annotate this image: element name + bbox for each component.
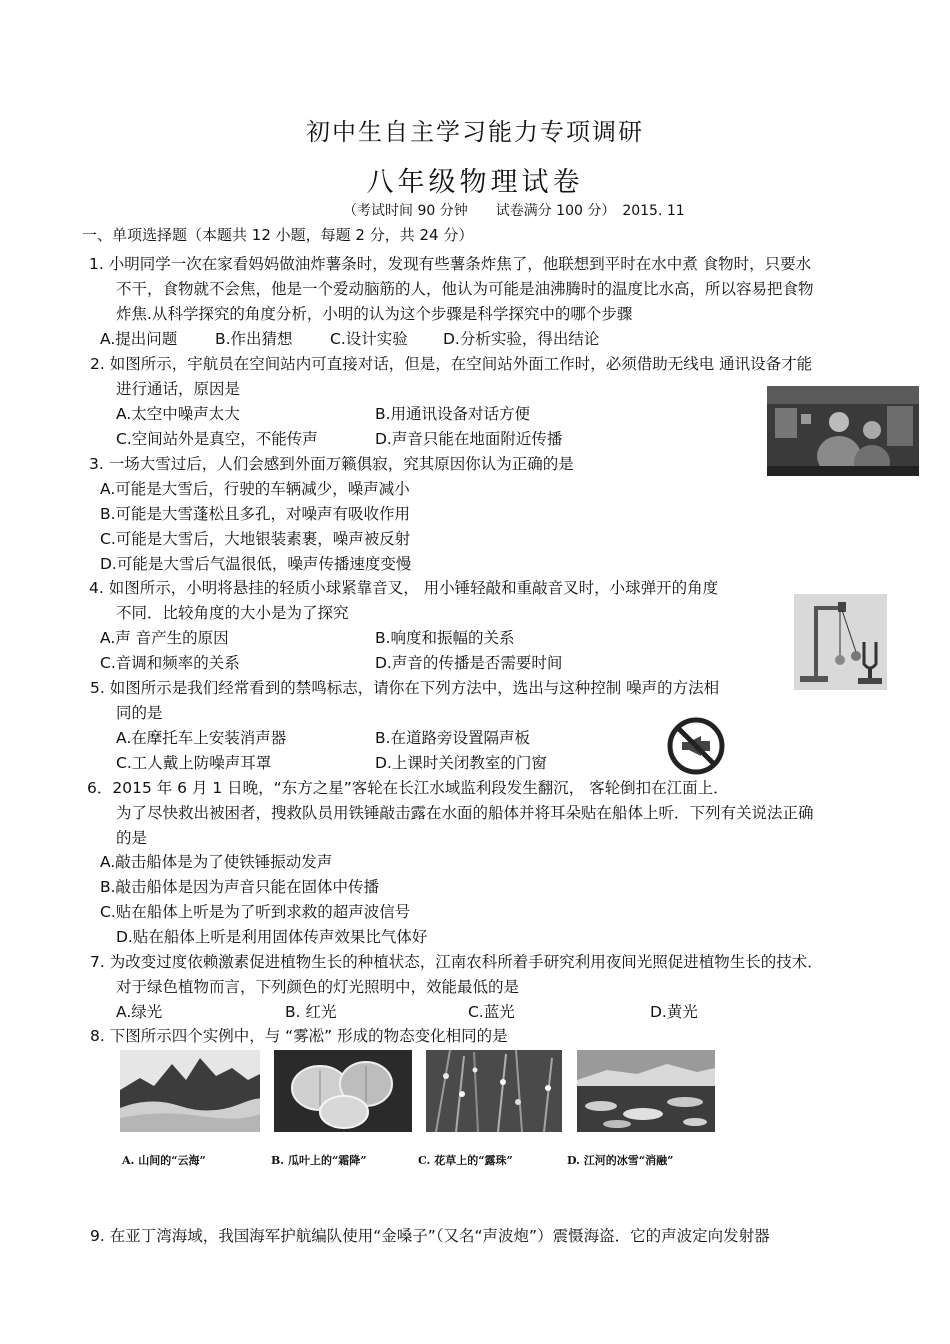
q2-stem-line2: 进行通话，原因是 <box>116 380 241 398</box>
q1-option-b: B.作出猜想 <box>215 330 293 348</box>
section-heading: 一、单项选择题（本题共 12 小题，每题 2 分，共 24 分） <box>82 226 474 244</box>
exam-title: 初中生自主学习能力专项调研 <box>306 118 644 146</box>
dew-grass-photo <box>426 1050 562 1132</box>
q6-option-d: D.贴在船体上听是利用固体传声效果比气体好 <box>116 928 428 946</box>
q2-option-d: D.声音只能在地面附近传播 <box>375 430 563 448</box>
q6-stem-line3: 的是 <box>116 829 148 847</box>
q4-option-a: A.声 音产生的原因 <box>100 629 229 647</box>
cloud-sea-photo <box>120 1050 260 1132</box>
astronauts-photo <box>767 386 919 476</box>
q1-stem-line1: 1. 小明同学一次在家看妈妈做油炸薯条时，发现有些薯条炸焦了，他联想到平时在水中煮 食物时，只要水 <box>89 255 812 273</box>
q3-option-b: B.可能是大雪蓬松且多孔，对噪声有吸收作用 <box>100 505 411 523</box>
q8-caption-a: A. 山间的“云海” <box>122 1154 206 1167</box>
q5-option-a: A.在摩托车上安装消声器 <box>116 729 287 747</box>
q7-stem-line2: 对于绿色植物而言，下列颜色的灯光照明中，效能最低的是 <box>116 978 520 996</box>
q8-stem-line1: 8. 下图所示四个实例中，与 “雾凇” 形成的物态变化相同的是 <box>90 1027 508 1045</box>
q5-option-c: C.工人戴上防噪声耳罩 <box>116 754 272 772</box>
q5-option-b: B.在道路旁设置隔声板 <box>375 729 531 747</box>
q6-stem-line1: 6．2015 年 6 月 1 日晚，“东方之星”客轮在长江水域监利段发生翻沉， 客轮倒扣在江面上． <box>87 779 729 797</box>
q6-option-b: B.敲击船体是因为声音只能在固体中传播 <box>100 878 380 896</box>
no-horn-sign-icon <box>665 715 729 777</box>
q7-stem-line1: 7. 为改变过度依赖激素促进植物生长的种植状态，江南农科所着手研究利用夜间光照促进植物生长的技术． <box>90 953 823 971</box>
q4-option-b: B.响度和振幅的关系 <box>375 629 515 647</box>
melting-ice-river-photo <box>577 1050 715 1132</box>
exam-info: （考试时间 90 分钟 试卷满分 100 分） 2015. 11 <box>343 203 685 219</box>
q5-stem-line2: 同的是 <box>116 704 163 722</box>
q7-option-b: B. 红光 <box>285 1003 337 1021</box>
q3-option-c: C.可能是大雪后，大地银装素裹，噪声被反射 <box>100 530 411 548</box>
q1-option-a: A.提出问题 <box>100 330 178 348</box>
frost-leaf-photo <box>274 1050 412 1132</box>
q4-stem-line1: 4. 如图所示，小明将悬挂的轻质小球紧靠音叉， 用小锤轻敲和重敲音叉时，小球弹开的角度 <box>89 579 719 597</box>
q1-option-d: D.分析实验，得出结论 <box>443 330 600 348</box>
q5-option-d: D.上课时关闭教室的门窗 <box>375 754 547 772</box>
q1-option-c: C.设计实验 <box>330 330 408 348</box>
q3-option-a: A.可能是大雪后，行驶的车辆减少，噪声减小 <box>100 480 410 498</box>
q6-stem-line2: 为了尽快救出被困者，搜救队员用铁锤敲击露在水面的船体并将耳朵贴在船体上听．下列有关说法正确 <box>116 804 814 822</box>
q7-option-a: A.绿光 <box>116 1003 163 1021</box>
q6-option-a: A.敲击船体是为了使铁锤振动发声 <box>100 853 333 871</box>
q3-option-d: D.可能是大雪后气温很低，噪声传播速度变慢 <box>100 555 412 573</box>
exam-subtitle: 八年级物理试卷 <box>366 167 584 198</box>
q5-stem-line1: 5. 如图所示是我们经常看到的禁鸣标志，请你在下列方法中，选出与这种控制 噪声的方法相 <box>90 679 720 697</box>
q2-stem-line1: 2. 如图所示，宇航员在空间站内可直接对话，但是，在空间站外面工作时，必须借助无线电 通讯设备才能 <box>90 355 813 373</box>
q6-option-c: C.贴在船体上听是为了听到求救的超声波信号 <box>100 903 411 921</box>
q8-caption-b: B. 瓜叶上的“霜降” <box>271 1154 367 1167</box>
q1-stem-line2: 不干，食物就不会焦，他是一个爱动脑筋的人，他认为可能是油沸腾时的温度比水高，所以容易把食物 <box>116 280 814 298</box>
q2-option-b: B.用通讯设备对话方便 <box>375 405 531 423</box>
q8-caption-c: C. 花草上的“露珠” <box>418 1154 513 1167</box>
q4-stem-line2: 不同．比较角度的大小是为了探究 <box>116 604 349 622</box>
q7-option-c: C.蓝光 <box>468 1003 515 1021</box>
q1-stem-line3: 炸焦.从科学探究的角度分析，小明的认为这个步骤是科学探究中的哪个步骤 <box>116 305 633 323</box>
q4-option-d: D.声音的传播是否需要时间 <box>375 654 563 672</box>
tuning-fork-figure <box>794 594 887 690</box>
q2-option-c: C.空间站外是真空，不能传声 <box>116 430 318 448</box>
q7-option-d: D.黄光 <box>650 1003 698 1021</box>
q4-option-c: C.音调和频率的关系 <box>100 654 240 672</box>
q8-caption-d: D. 江河的冰雪“消融” <box>567 1154 674 1167</box>
q3-stem-line1: 3. 一场大雪过后，人们会感到外面万籁俱寂，究其原因你认为正确的是 <box>89 455 574 473</box>
q2-option-a: A.太空中噪声太大 <box>116 405 240 423</box>
q9-stem-line1: 9. 在亚丁湾海域，我国海军护航编队使用“金嗓子”（又名“声波炮”）震慑海盗．它的声波定向发射器 <box>90 1227 770 1245</box>
